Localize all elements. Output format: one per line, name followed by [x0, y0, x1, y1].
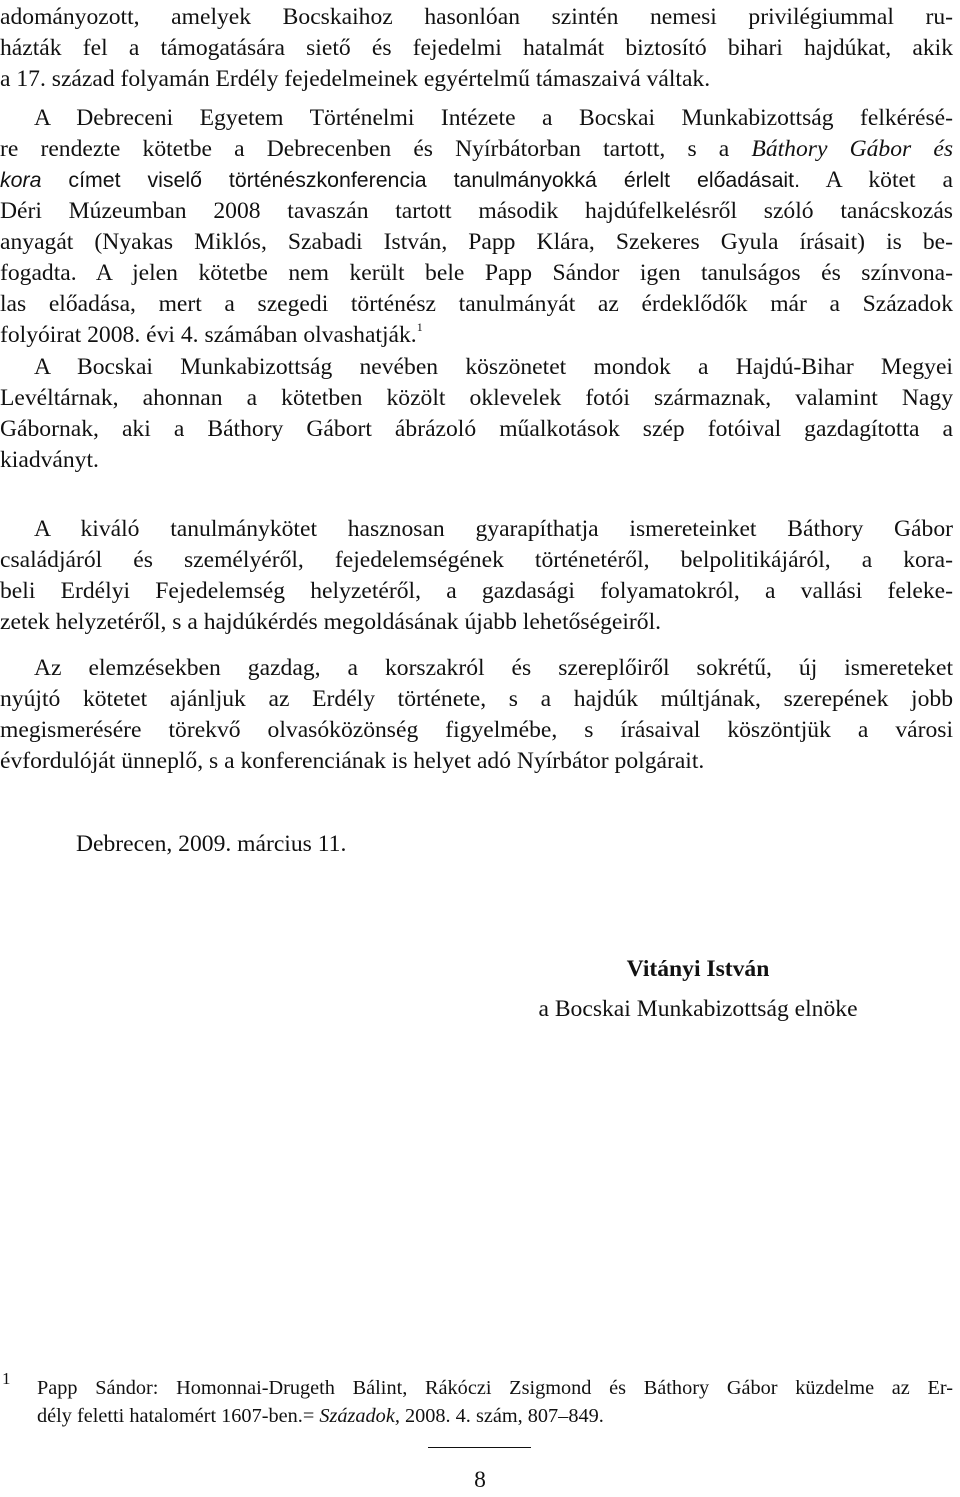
body-line: adományozott, amelyek Bocskaihoz hasonlóan szintén nemesi privilégiummal ru- [0, 4, 953, 30]
body-line: fogadta. A jelen kötetbe nem került bele Papp Sándor igen tanulságos és színvona- [0, 260, 953, 286]
body-line: anyagát (Nyakas Miklós, Szabadi István, Papp Klára, Szekeres Gyula írásait) is be- [0, 229, 953, 255]
footnote-reference[interactable]: 1 [416, 320, 423, 334]
footnote-number: 1 [2, 1369, 11, 1388]
body-line: Gábornak, aki a Báthory Gábort ábrázoló műalkotások szép fotóival gazdagította a [0, 416, 953, 442]
body-line: kora címet viselő történészkonferencia tanulmányokká érlelt előadásait. A kötet a [0, 167, 954, 193]
body-line: nyújtó kötetet ajánljuk az Erdély története, s a hajdúk múltjának, szerepének jobb [0, 686, 953, 712]
signature-name: Vitányi István [626, 956, 770, 982]
signature-title: a Bocskai Munkabizottság elnöke [538, 996, 858, 1022]
body-line: családjáról és személyéről, fejedelemségének történetéről, belpolitikájáról, a kora- [0, 547, 953, 573]
body-line: A Bocskai Munkabizottság nevében köszönetet mondok a Hajdú-Bihar Megyei [34, 354, 953, 380]
footnote-line: Papp Sándor: Homonnai-Drugeth Bálint, Rákóczi Zsigmond és Báthory Gábor küzdelme az Er- [37, 1377, 953, 1399]
body-line: Az elemzésekben gazdag, a korszakról és szereplőiről sokrétű, új ismereteket [34, 655, 953, 681]
body-line: A Debreceni Egyetem Történelmi Intézete a Bocskai Munkabizottság felkérésé- [34, 105, 953, 131]
body-line: Levéltárnak, ahonnan a kötetben közölt oklevelek fotói származnak, valamint Nagy [0, 385, 953, 411]
body-line: re rendezte kötetbe a Debrecenben és Nyírbátorban tartott, s a Báthory Gábor és [0, 136, 953, 162]
body-line: a 17. század folyamán Erdély fejedelmeinek egyértelmű támaszaivá váltak. [0, 66, 711, 92]
body-line: A kiváló tanulmánykötet hasznosan gyarapíthatja ismereteinket Báthory Gábor [34, 516, 953, 542]
body-line: évfordulóját ünneplő, s a konferenciának is helyet adó Nyírbátor polgárait. [0, 748, 705, 774]
body-line: las előadása, mert a szegedi történész tanulmányát az érdeklődők már a Századok [0, 291, 953, 317]
body-line: Déri Múzeumban 2008 tavaszán tartott második hajdúfelkelésről szóló tanácskozás [0, 198, 953, 224]
body-line: beli Erdélyi Fejedelemség helyzetéről, a gazdasági folyamatokról, a vallási feleke- [0, 578, 953, 604]
body-line: megismerésére törekvő olvasóközönség figyelmébe, s írásaival köszöntjük a városi [0, 717, 953, 743]
body-line: házták fel a támogatására siető és fejedelmi hatalmát biztosító bihari hajdúkat, akik [0, 35, 953, 61]
footnote-line: dély feletti hatalomért 1607-ben.= Századok, 2008. 4. szám, 807–849. [37, 1405, 604, 1427]
body-line: folyóirat 2008. évi 4. számában olvashatják.$^1$ [0, 320, 423, 348]
body-line: kiadványt. [0, 447, 99, 473]
body-line: zetek helyzetéről, s a hajdúkérdés megoldásának újabb lehetőségeiről. [0, 609, 662, 635]
page-number-rule [428, 1447, 531, 1448]
dateline: Debrecen, 2009. március 11. [76, 831, 347, 857]
page-number: 8 [474, 1467, 486, 1493]
